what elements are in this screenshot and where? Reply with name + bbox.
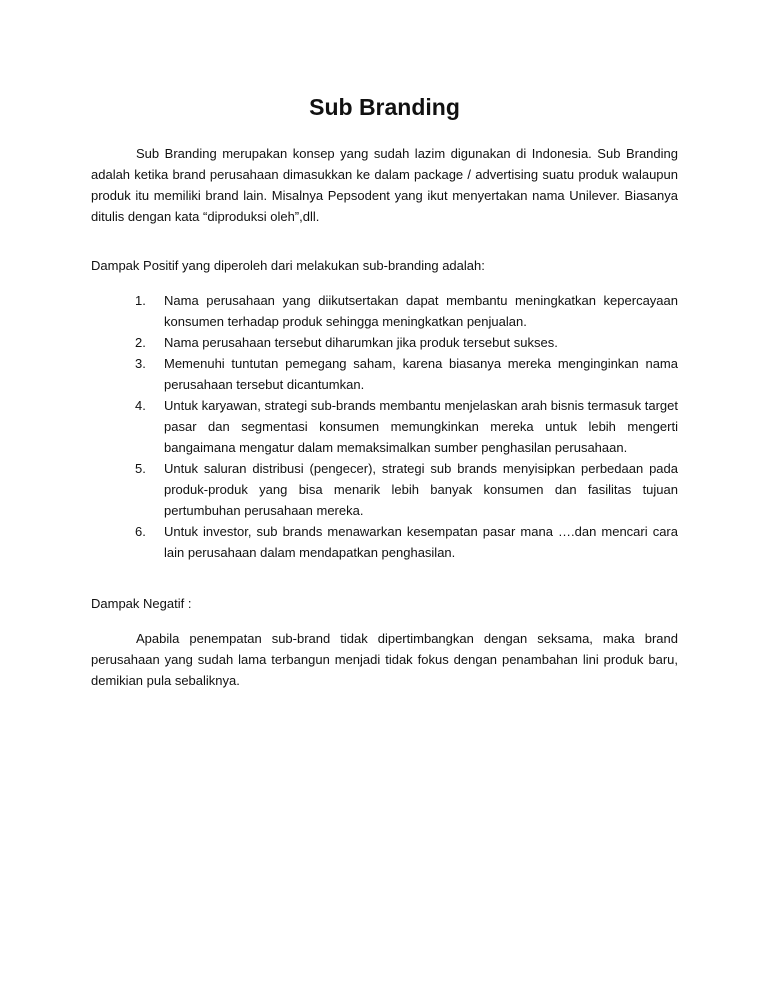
- positive-impact-list: [91, 290, 678, 563]
- list-item: [91, 290, 678, 332]
- list-number: 5.: [135, 461, 146, 476]
- list-item-text: Memenuhi tuntutan pemegang saham, karena biasanya mereka menginginkan nama perusahaan tersebut dicantumkan.: [164, 356, 678, 392]
- list-item: [91, 395, 678, 458]
- spacer: [91, 276, 678, 290]
- negative-paragraph: Apabila penempatan sub-brand tidak dipertimbangkan dengan seksama, maka brand perusahaan yang sudah lama terbangun menjadi tidak fokus dengan penambahan lini produk baru, demikian pula sebaliknya.: [91, 631, 678, 688]
- list-number: 6.: [135, 524, 146, 539]
- list-item-text: Untuk saluran distribusi (pengecer), strategi sub brands menyisipkan perbedaan pada produk-produk yang bisa menarik lebih banyak konsumen dan fasilitas tujuan pertumbuhan perusahaan mereka.: [164, 461, 678, 518]
- negative-heading: Dampak Negatif :: [91, 596, 192, 611]
- list-number: 3.: [135, 356, 146, 371]
- list-item-text: Untuk investor, sub brands menawarkan kesempatan pasar mana ….dan mencari cara lain perusahaan dalam mendapatkan penghasilan.: [164, 524, 678, 560]
- document-page: [91, 92, 678, 691]
- list-number: 2.: [135, 335, 146, 350]
- list-item-text: Untuk karyawan, strategi sub-brands membantu menjelaskan arah bisnis termasuk target pasar dan segmentasi konsumen memungkinkan mereka untuk lebih mengerti bangaimana mengatur dalam memaksimalkan sumber penghasilan perusahaan.: [164, 398, 678, 455]
- spacer: [91, 614, 678, 628]
- list-item: [91, 332, 678, 353]
- list-number: 4.: [135, 398, 146, 413]
- document-title: Sub Branding: [309, 94, 460, 120]
- list-item: [91, 458, 678, 521]
- list-item: [91, 521, 678, 563]
- list-item-text: Nama perusahaan tersebut diharumkan jika produk tersebut sukses.: [164, 335, 558, 350]
- spacer: [91, 563, 678, 593]
- list-item: [91, 353, 678, 395]
- list-number: 1.: [135, 293, 146, 308]
- list-item-text: Nama perusahaan yang diikutsertakan dapat membantu meningkatkan kepercayaan konsumen terhadap produk sehingga meningkatkan penjualan.: [164, 293, 678, 329]
- spacer: [91, 227, 678, 255]
- intro-paragraph: Sub Branding merupakan konsep yang sudah lazim digunakan di Indonesia. Sub Branding adalah ketika brand perusahaan dimasukkan ke dalam package / advertising suatu produk walaupun produk itu memiliki brand lain. Misalnya Pepsodent yang ikut menyertakan nama Unilever. Biasanya ditulis dengan kata “diproduksi oleh”,dll.: [91, 146, 678, 224]
- positive-heading: Dampak Positif yang diperoleh dari melakukan sub-branding adalah:: [91, 258, 485, 273]
